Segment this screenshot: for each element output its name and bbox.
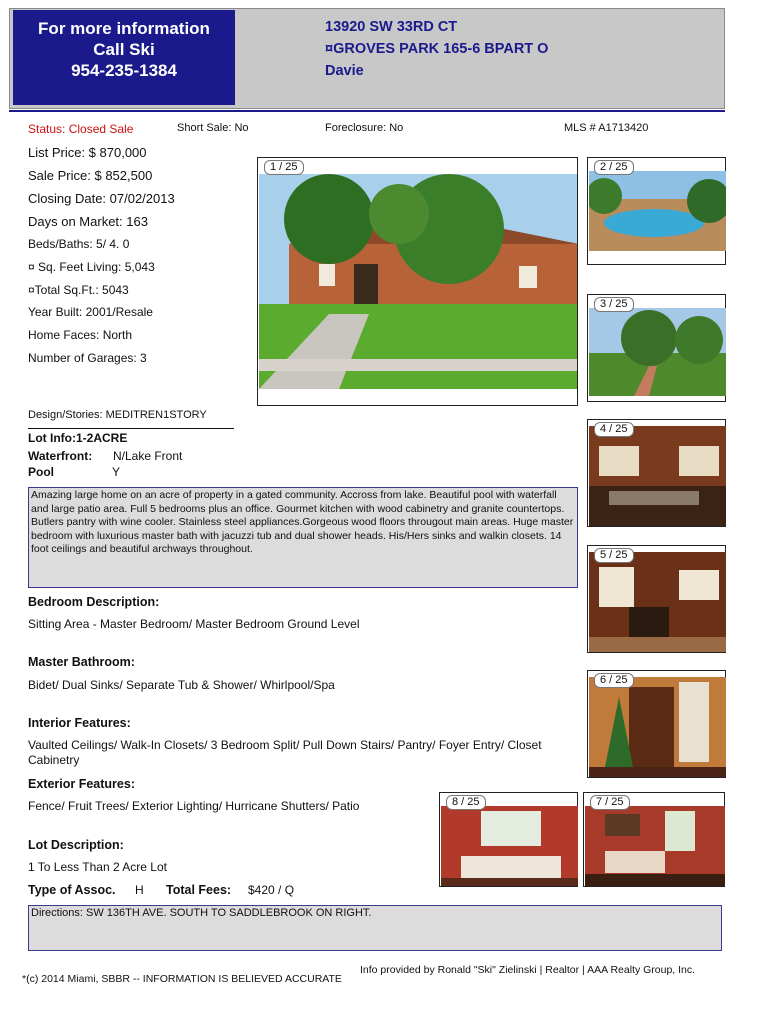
bedroom-body: Sitting Area - Master Bedroom/ Master Bedroom Ground Level — [28, 617, 360, 631]
year-built: Year Built: 2001/Resale — [28, 305, 153, 319]
interior-title: Interior Features: — [28, 716, 131, 730]
status-label: Status: Closed Sale — [28, 122, 134, 136]
fees-label: Total Fees: — [166, 883, 232, 897]
footer-credit: Info provided by Ronald "Ski" Zielinski | Realtor | AAA Realty Group, Inc. — [360, 964, 696, 976]
sale-price: Sale Price: $ 852,500 — [28, 168, 153, 183]
address-subdivision: ¤GROVES PARK 165-6 BPART O — [325, 41, 549, 57]
header-divider — [9, 110, 725, 112]
assoc-label: Type of Assoc. — [28, 883, 116, 897]
contact-box — [13, 10, 235, 105]
photo-4-image — [589, 426, 726, 526]
photo-3-counter: 3 / 25 — [594, 297, 634, 312]
photo-4[interactable] — [587, 419, 726, 527]
days-on-market: Days on Market: 163 — [28, 214, 148, 229]
contact-line1: For more information — [38, 19, 210, 38]
photo-7[interactable] — [583, 792, 725, 887]
remarks-box: Amazing large home on an acre of property in a gated community. Accross from lake. Beautiful pool with waterfall and large patio area. Full 5 bedrooms plus an office. Gourmet kitchen with wood cabinetry and granite countertops. Butlers pantry with wine cooler. Stainless steel appliances.Gorgeous wood floors througout main areas. Huge master bedroom with luxurious master bath with jacuzzi tub and dual shower heads. His/Hers sinks and walkin closets. 14 foot ceilings and beautiful archways throughout. — [28, 487, 578, 588]
list-price: List Price: $ 870,000 — [28, 145, 147, 160]
address-street: 13920 SW 33RD CT — [325, 19, 458, 35]
exterior-body: Fence/ Fruit Trees/ Exterior Lighting/ Hurricane Shutters/ Patio — [28, 799, 360, 813]
assoc-value: H — [135, 883, 144, 897]
photo-2-counter: 2 / 25 — [594, 160, 634, 175]
waterfront-label: Waterfront: — [28, 449, 93, 463]
interior-body: Vaulted Ceilings/ Walk-In Closets/ 3 Bedroom Split/ Pull Down Stairs/ Pantry/ Foyer Entry/ Closet Cabinetry — [28, 738, 542, 767]
photo-1-image — [259, 174, 577, 389]
photo-1[interactable] — [257, 157, 578, 406]
photo-4-counter: 4 / 25 — [594, 422, 634, 437]
foreclosure: Foreclosure: No — [325, 122, 404, 134]
photo-5[interactable] — [587, 545, 726, 653]
mls-number: MLS # A1713420 — [564, 122, 649, 134]
lot-desc-body: 1 To Less Than 2 Acre Lot — [28, 860, 167, 874]
photo-2[interactable] — [587, 157, 726, 265]
photo-6-counter: 6 / 25 — [594, 673, 634, 688]
contact-phone[interactable]: 954-235-1384 — [71, 61, 177, 80]
property-address — [325, 16, 548, 82]
address-city: Davie — [325, 63, 364, 79]
footer-disclaimer: *(c) 2014 Miami, SBBR -- INFORMATION IS BELIEVED ACCURATE — [22, 973, 342, 985]
photo-1-counter: 1 / 25 — [264, 160, 304, 175]
photo-6[interactable] — [587, 670, 726, 778]
bedroom-title: Bedroom Description: — [28, 595, 160, 609]
fees-value: $420 / Q — [248, 883, 295, 897]
photo-5-image — [589, 552, 726, 652]
lot-info: Lot Info:1-2ACRE — [28, 431, 128, 445]
total-sqft: ¤Total Sq.Ft.: 5043 — [28, 283, 129, 297]
waterfront-value: N/Lake Front — [113, 449, 183, 463]
directions-box: Directions: SW 136TH AVE. SOUTH TO SADDLEBROOK ON RIGHT. — [28, 905, 722, 951]
bath-title: Master Bathroom: — [28, 655, 135, 669]
exterior-title: Exterior Features: — [28, 777, 135, 791]
pool-value: Y — [112, 465, 121, 479]
photo-3-image — [589, 308, 726, 396]
beds-baths: Beds/Baths: 5/ 4. 0 — [28, 237, 130, 251]
photo-8[interactable] — [439, 792, 578, 887]
bath-body: Bidet/ Dual Sinks/ Separate Tub & Shower/ Whirlpool/Spa — [28, 678, 335, 692]
design-underline — [28, 428, 234, 429]
photo-3[interactable] — [587, 294, 726, 402]
closing-date: Closing Date: 07/02/2013 — [28, 191, 175, 206]
photo-2-image — [589, 171, 726, 251]
photo-7-image — [585, 806, 725, 886]
photo-8-counter: 8 / 25 — [446, 795, 486, 810]
design-stories: Design/Stories: MEDITREN1STORY — [28, 409, 207, 421]
lot-desc-title: Lot Description: — [28, 838, 124, 852]
short-sale: Short Sale: No — [177, 122, 249, 134]
photo-6-image — [589, 677, 726, 777]
pool-label: Pool — [28, 465, 54, 479]
photo-7-counter: 7 / 25 — [590, 795, 630, 810]
home-faces: Home Faces: North — [28, 328, 133, 342]
photo-8-image — [441, 806, 578, 886]
sqft-living: ¤ Sq. Feet Living: 5,043 — [28, 260, 155, 274]
garages: Number of Garages: 3 — [28, 351, 147, 365]
photo-5-counter: 5 / 25 — [594, 548, 634, 563]
contact-line2: Call Ski — [93, 40, 155, 59]
